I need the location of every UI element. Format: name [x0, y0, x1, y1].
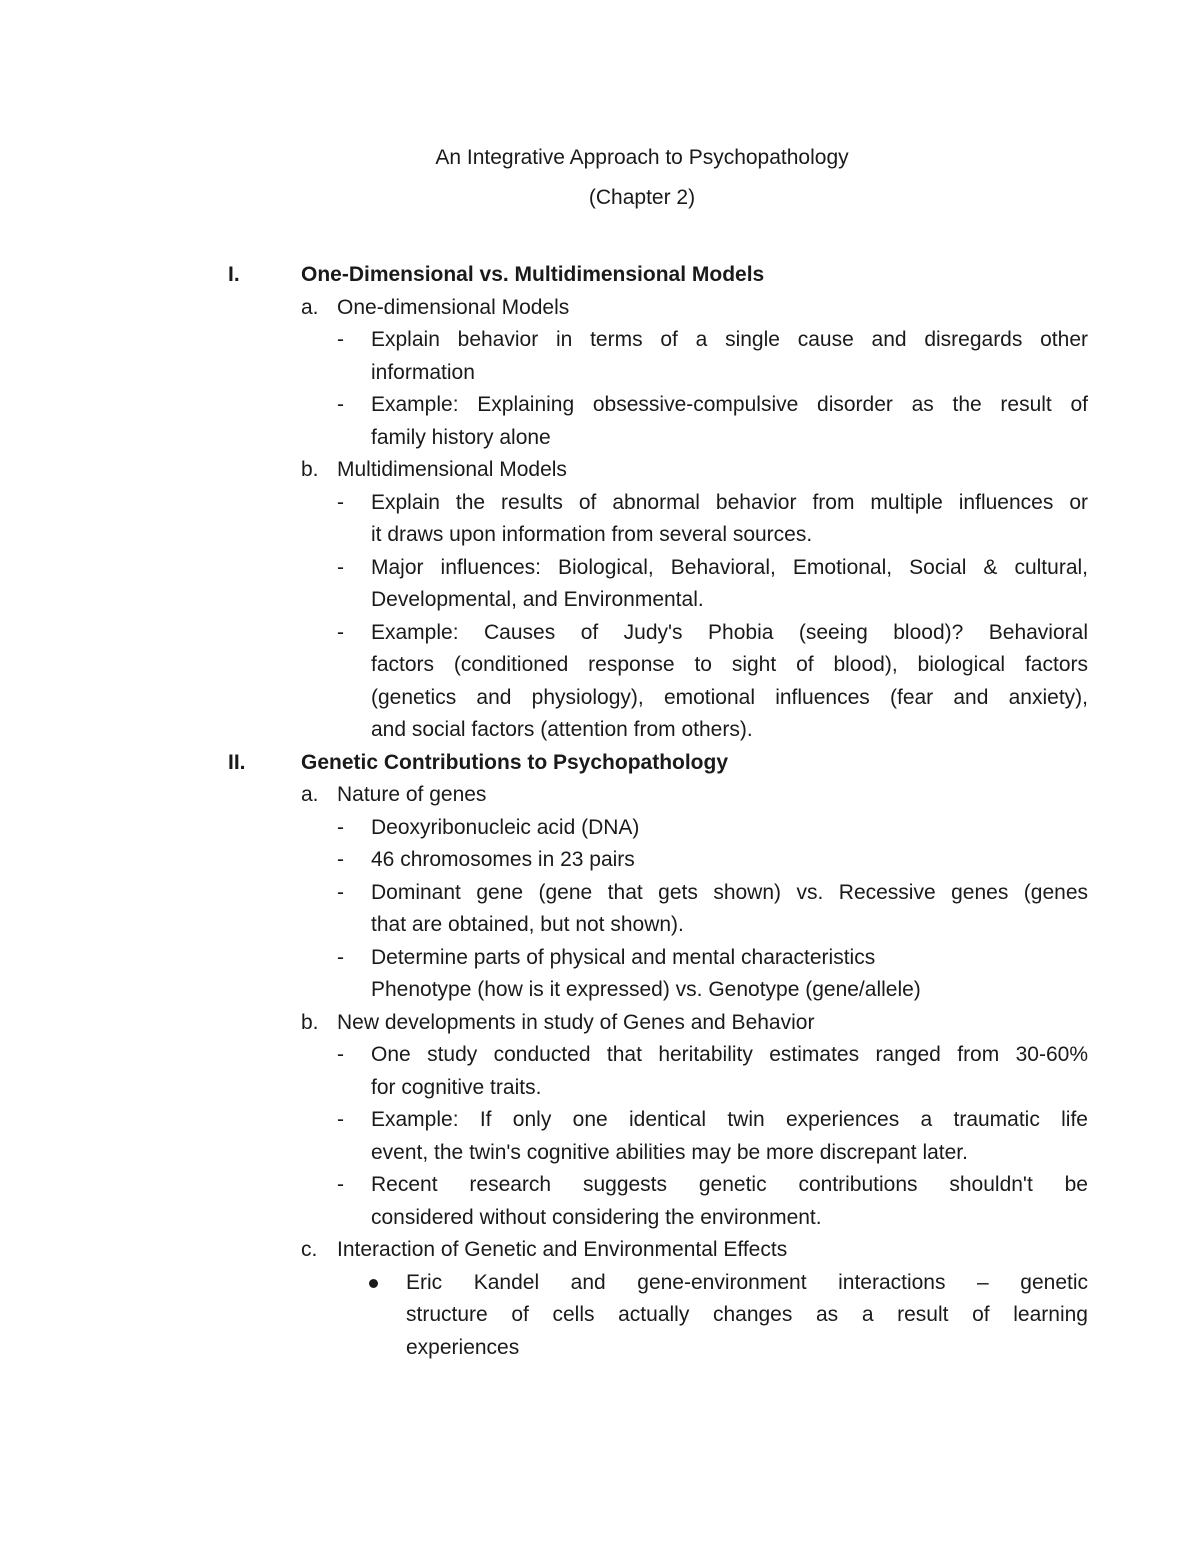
subsection-row — [0, 779, 1200, 812]
document-title: An Integrative Approach to Psychopathology — [435, 146, 849, 169]
bullet-text: Dominant gene (gene that gets shown) vs. Recessive genes (genes — [371, 880, 1088, 904]
section-heading-row — [0, 259, 1200, 292]
bullet-line — [0, 1137, 1200, 1170]
subsection-letter: b. — [301, 1010, 319, 1034]
bullet-text: family history alone — [371, 425, 551, 449]
document-subtitle: (Chapter 2) — [588, 186, 696, 209]
bullet-text: that are obtained, but not shown). — [371, 913, 684, 936]
bullet-text: (genetics and physiology), emotional influences (fear and anxiety), — [371, 685, 1088, 709]
dash-marker: - — [337, 490, 344, 514]
subsection-row — [0, 1007, 1200, 1040]
bullet-text: and social factors (attention from others). — [371, 718, 753, 741]
bullet-line — [0, 1104, 1200, 1137]
bullet-text: Deoxyribonucleic acid (DNA) — [371, 815, 640, 839]
bullet-dot-icon — [369, 1279, 378, 1288]
subsection-letter: b. — [301, 458, 319, 481]
bullet-text: information — [371, 360, 475, 384]
bullet-text: Developmental, and Environmental. — [371, 588, 704, 611]
dash-marker: - — [337, 620, 344, 644]
bullet-text: Determine parts of physical and mental characteristics — [371, 945, 876, 969]
bullet-text: it draws upon information from several sources. — [371, 523, 813, 546]
dot-bullet-line — [0, 1299, 1200, 1332]
section-heading: One-Dimensional vs. Multidimensional Models — [301, 263, 765, 286]
bullet-line — [0, 942, 1200, 975]
bullet-line — [0, 422, 1200, 455]
dash-marker: - — [337, 848, 344, 871]
dash-marker: - — [337, 880, 344, 904]
bullet-text: Example: If only one identical twin experiences a traumatic life — [371, 1108, 1088, 1131]
bullet-line — [0, 682, 1200, 715]
bullet-line — [0, 357, 1200, 390]
subsection-letter: a. — [301, 783, 319, 806]
dot-bullet-line — [0, 1267, 1200, 1300]
dash-marker: - — [337, 945, 344, 969]
bullet-line — [0, 519, 1200, 552]
bullet-line — [0, 909, 1200, 942]
dash-marker: - — [337, 393, 344, 416]
bullet-text: Phenotype (how is it expressed) vs. Genotype (gene/allele) — [371, 978, 921, 1001]
subsection-row — [0, 1234, 1200, 1267]
bullet-line — [0, 974, 1200, 1007]
bullet-text: Example: Explaining obsessive-compulsive disorder as the result of — [371, 393, 1088, 416]
bullet-text: factors (conditioned response to sight of blood), biological factors — [371, 653, 1088, 676]
bullet-text: Explain behavior in terms of a single cause and disregards other — [371, 328, 1088, 351]
dash-marker: - — [337, 1108, 344, 1131]
dash-marker: - — [337, 555, 344, 579]
subsection-row — [0, 292, 1200, 325]
subsection-label: Multidimensional Models — [337, 458, 567, 481]
subsection-letter: c. — [301, 1238, 318, 1261]
subsection-label: New developments in study of Genes and Behavior — [337, 1010, 815, 1034]
bullet-line — [0, 714, 1200, 747]
bullet-line — [0, 877, 1200, 910]
section-heading: Genetic Contributions to Psychopathology — [301, 750, 729, 774]
dot-bullet-line — [0, 1332, 1200, 1365]
dash-marker: - — [337, 1173, 344, 1196]
section-numeral: II. — [228, 750, 246, 774]
dot-bullet-text: structure of cells actually changes as a result of learning — [406, 1303, 1088, 1326]
bullet-line — [0, 812, 1200, 845]
bullet-text: for cognitive traits. — [371, 1075, 542, 1099]
bullet-text: event, the twin's cognitive abilities may be more discrepant later. — [371, 1140, 968, 1164]
bullet-line — [0, 584, 1200, 617]
dot-bullet-text: Eric Kandel and gene-environment interactions – genetic — [406, 1270, 1088, 1294]
dash-marker: - — [337, 328, 344, 351]
subsection-row — [0, 454, 1200, 487]
dash-marker: - — [337, 815, 344, 839]
bullet-line — [0, 389, 1200, 422]
subsection-label: Interaction of Genetic and Environmental Effects — [337, 1238, 788, 1261]
bullet-line — [0, 487, 1200, 520]
dot-bullet-text: experiences — [406, 1335, 520, 1359]
bullet-line — [0, 552, 1200, 585]
section-numeral: I. — [228, 263, 240, 286]
bullet-line — [0, 649, 1200, 682]
bullet-line — [0, 1039, 1200, 1072]
bullet-line — [0, 1202, 1200, 1235]
subsection-label: Nature of genes — [337, 783, 487, 806]
bullet-text: One study conducted that heritability estimates ranged from 30-60% — [371, 1043, 1088, 1066]
bullet-line — [0, 617, 1200, 650]
dash-marker: - — [337, 1043, 344, 1066]
bullet-line — [0, 844, 1200, 877]
bullet-text: Explain the results of abnormal behavior from multiple influences or — [371, 490, 1088, 514]
bullet-text: Recent research suggests genetic contributions shouldn't be — [371, 1173, 1088, 1196]
outline — [0, 259, 1200, 1364]
subsection-label: One-dimensional Models — [337, 295, 570, 319]
bullet-text: 46 chromosomes in 23 pairs — [371, 848, 635, 871]
bullet-text: Major influences: Biological, Behavioral, Emotional, Social & cultural, — [371, 555, 1088, 579]
bullet-line — [0, 1169, 1200, 1202]
bullet-line — [0, 1072, 1200, 1105]
subsection-letter: a. — [301, 295, 319, 319]
bullet-text: considered without considering the environment. — [371, 1205, 822, 1229]
section-heading-row — [0, 747, 1200, 780]
bullet-text: Example: Causes of Judy's Phobia (seeing blood)? Behavioral — [371, 620, 1088, 644]
bullet-line — [0, 324, 1200, 357]
